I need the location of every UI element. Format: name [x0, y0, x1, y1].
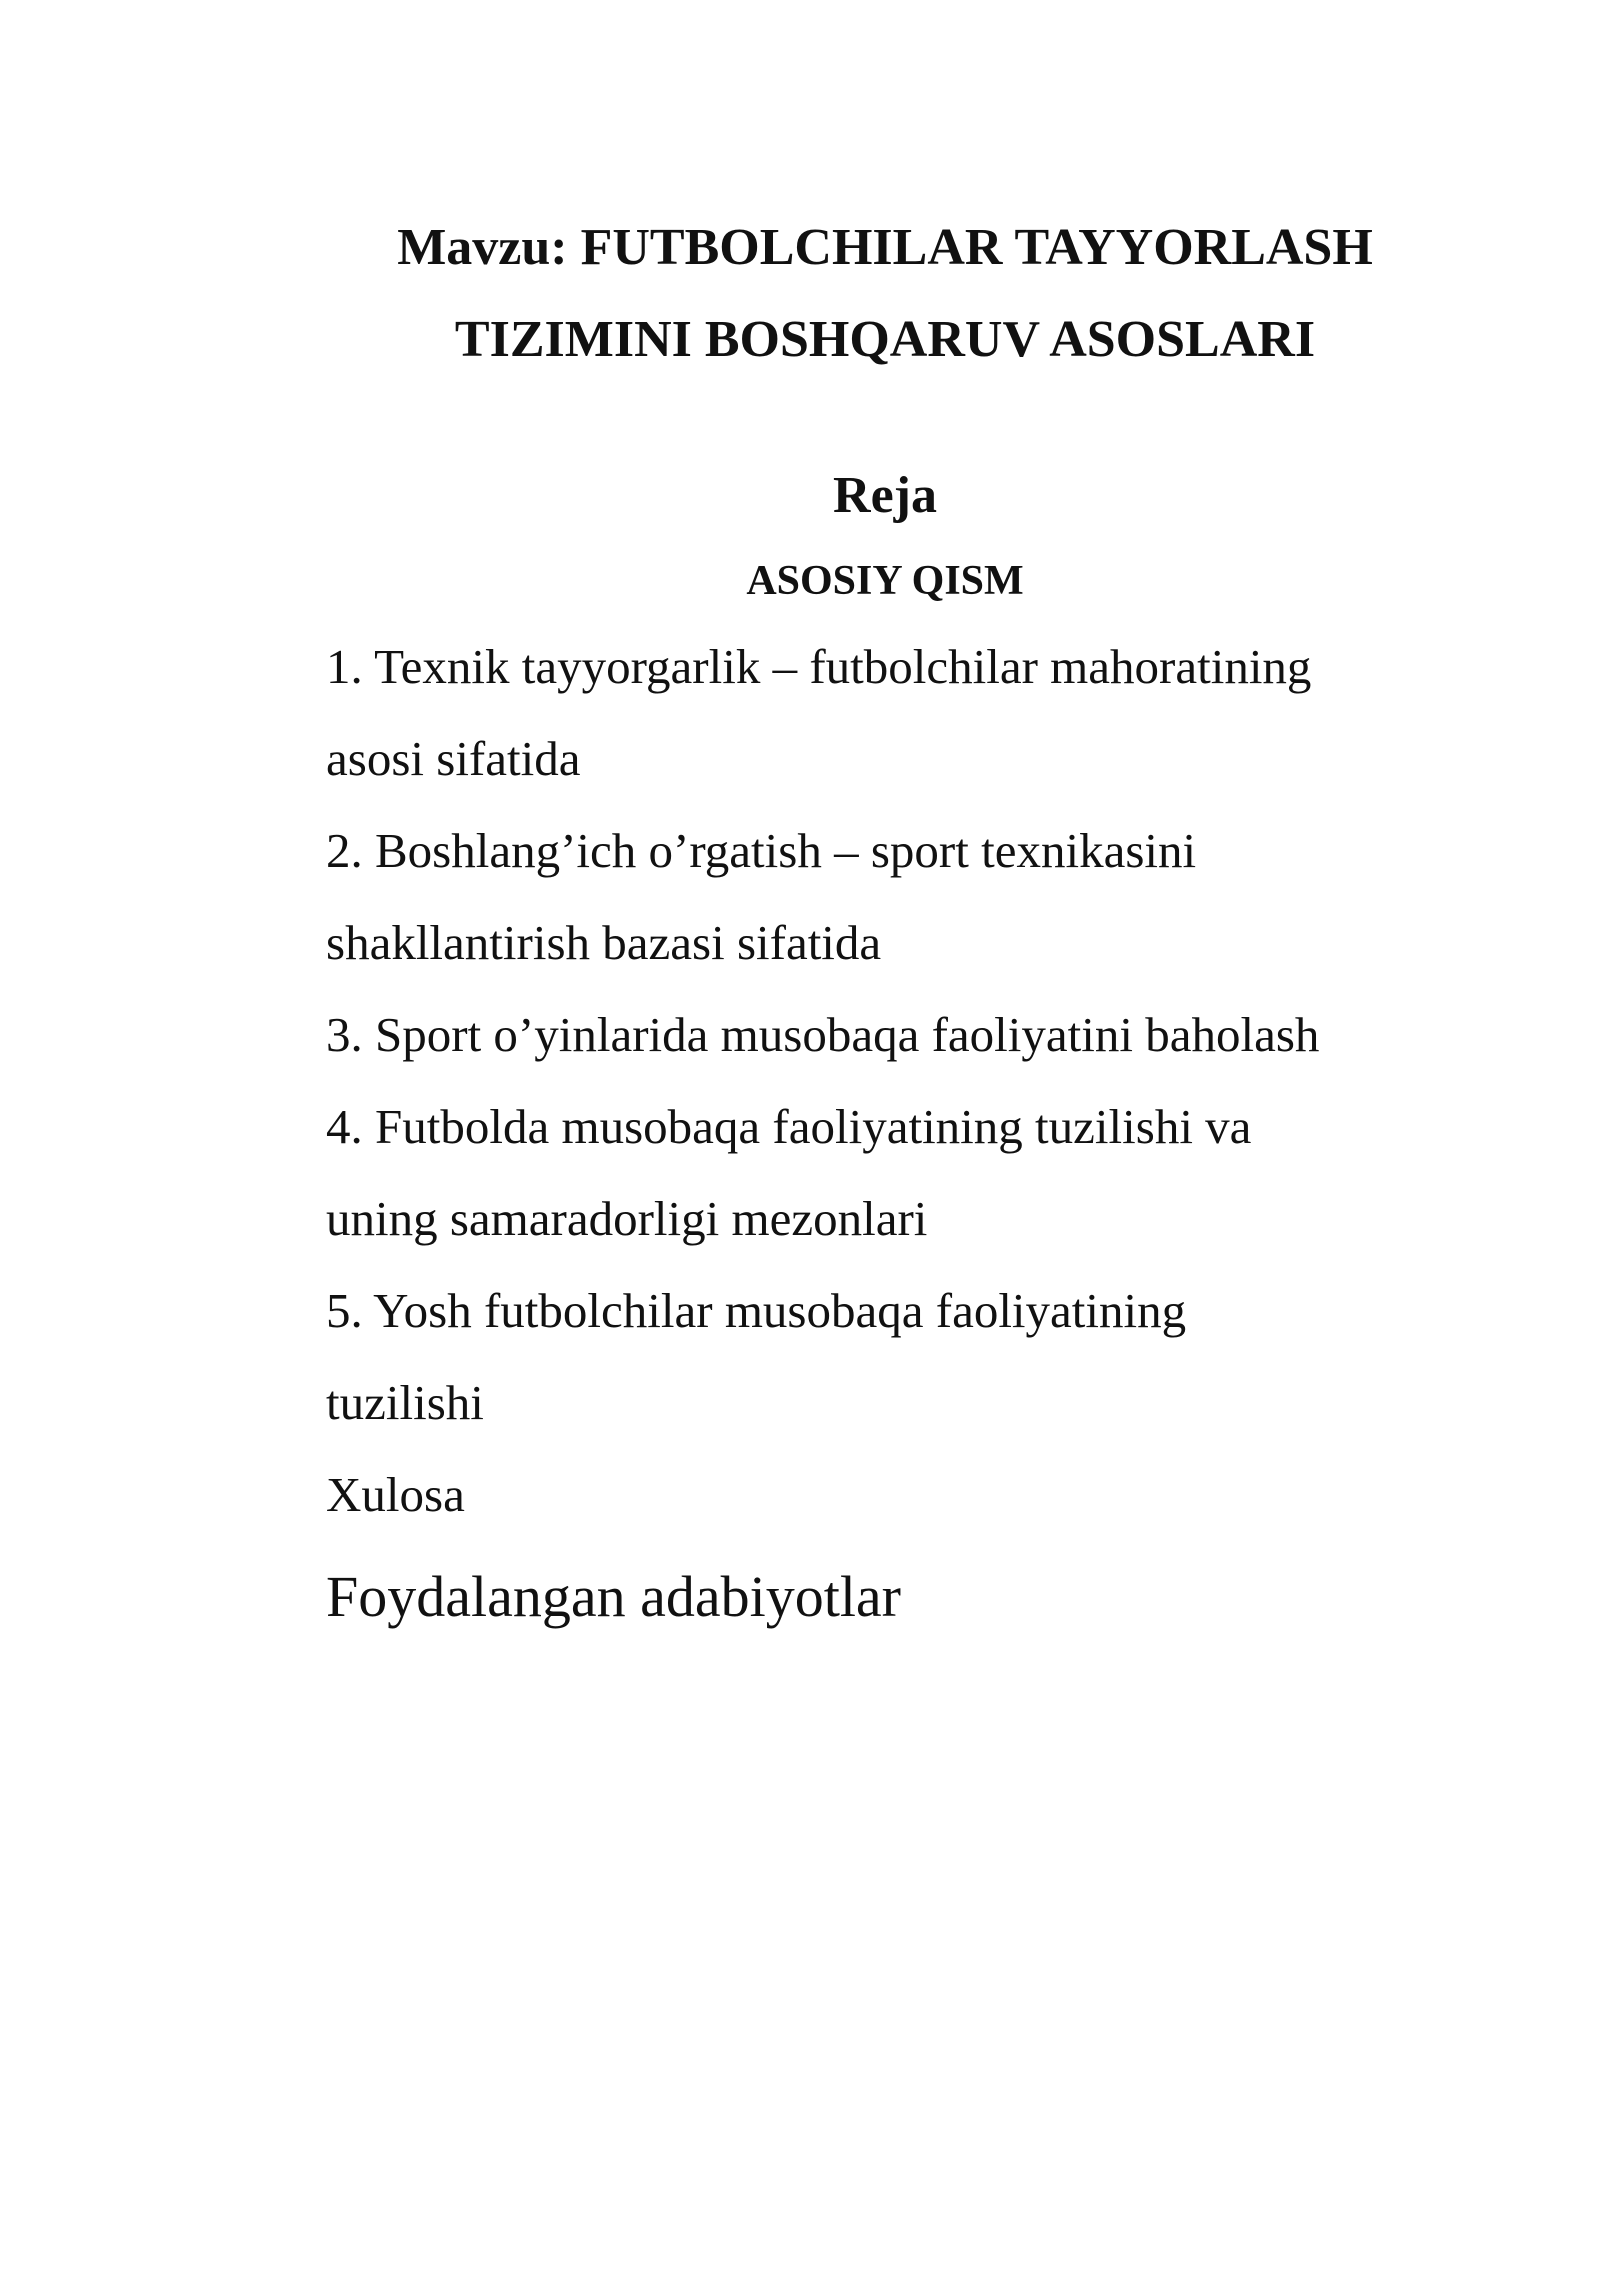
document-title-line-2: TIZIMINI BOSHQARUV ASOSLARI: [454, 311, 1316, 368]
section-heading: ASOSIY QISM: [746, 558, 1024, 604]
plan-item-3-line-1: 3. Sport o’yinlarida musobaqa faoliyatini baholash: [326, 1007, 1320, 1062]
plan-item-1-line-1: 1. Texnik tayyorgarlik – futbolchilar mahoratining: [326, 639, 1312, 694]
conclusion-item: Xulosa: [326, 1467, 465, 1522]
plan-item-1-line-2: asosi sifatida: [326, 731, 581, 786]
plan-item-4-line-1: 4. Futbolda musobaqa faoliyatining tuzilishi va: [326, 1099, 1252, 1154]
references-heading: Foydalangan adabiyotlar: [326, 1564, 901, 1629]
plan-item-2-line-1: 2. Boshlang’ich o’rgatish – sport texnikasini: [326, 823, 1197, 878]
plan-heading: Reja: [833, 467, 937, 524]
plan-item-5-line-1: 5. Yosh futbolchilar musobaqa faoliyatining: [326, 1283, 1187, 1338]
document-title-line-1: Mavzu: FUTBOLCHILAR TAYYORLASH: [397, 219, 1373, 276]
plan-item-5-line-2: tuzilishi: [326, 1375, 484, 1430]
plan-item-4-line-2: uning samaradorligi mezonlari: [326, 1191, 928, 1246]
plan-item-2-line-2: shakllantirish bazasi sifatida: [326, 915, 882, 970]
